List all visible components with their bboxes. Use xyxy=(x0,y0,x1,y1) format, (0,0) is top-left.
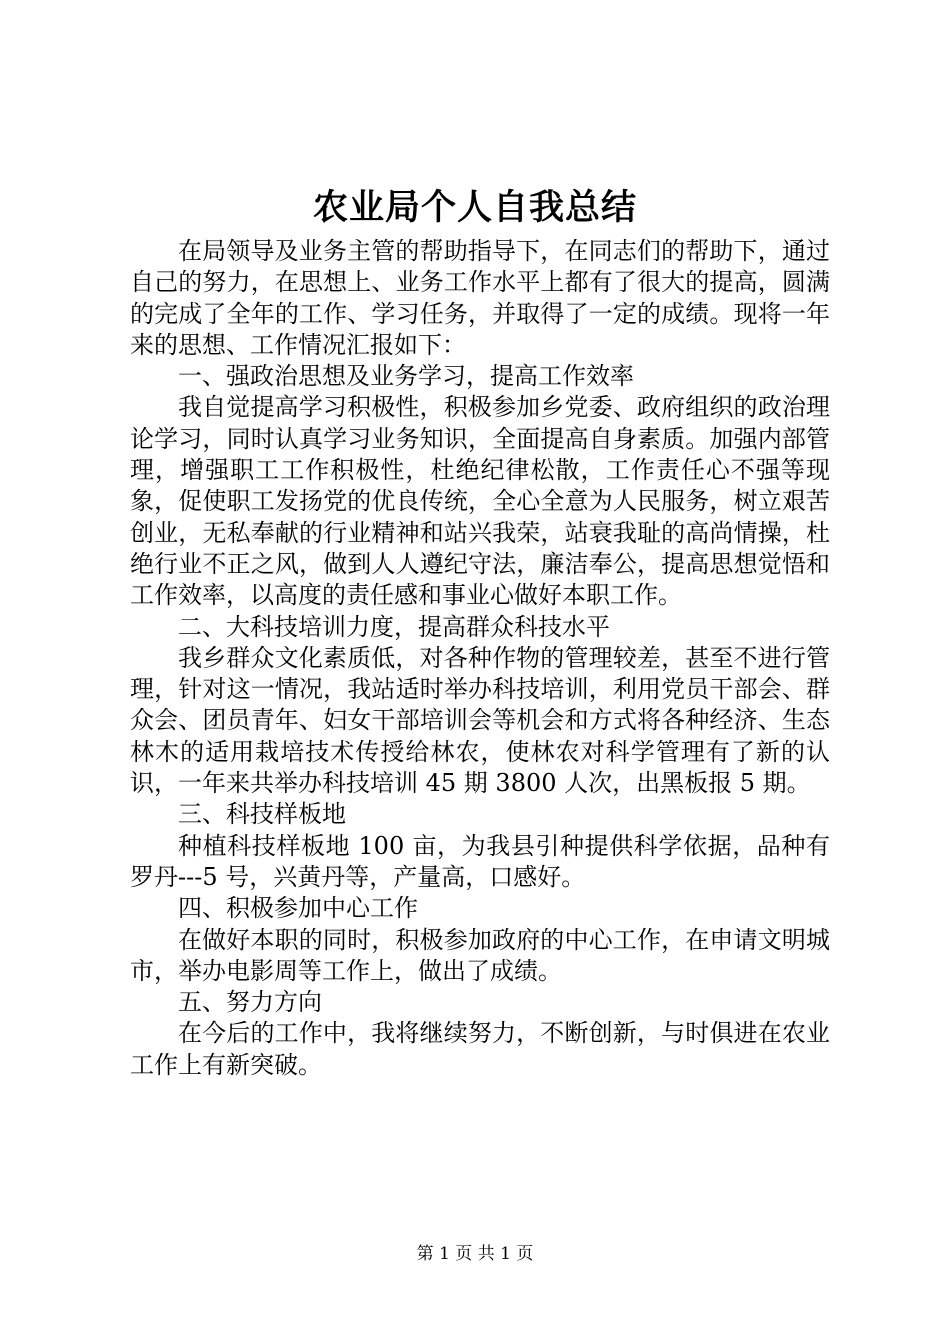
page-footer: 第 1 页 共 1 页 xyxy=(416,1244,534,1264)
document-title: 农业局个人自我总结 xyxy=(312,187,637,228)
intro-paragraph: 在局领导及业务主管的帮助指导下，在同志们的帮助下，通过自己的努力，在思想上、业务工作水平上都有了很大的提高，圆满的完成了全年的工作、学习任务，并取得了一定的成绩。现将一年来的思想、工作情况汇报如下： xyxy=(130,237,830,359)
section-heading-2: 二、大科技培训力度，提高群众科技水平 xyxy=(178,612,610,641)
section-heading-1: 一、强政治思想及业务学习，提高工作效率 xyxy=(178,362,634,391)
section-paragraph-1: 我自觉提高学习积极性，积极参加乡党委、政府组织的政治理论学习，同时认真学习业务知识，全面提高自身素质。加强内部管理，增强职工工作积极性，杜绝纪律松散，工作责任心不强等现象，促使职工发扬党的优良传统，全心全意为人民服务，树立艰苦创业，无私奉献的行业精神和站兴我荣，站衰我耻的高尚情操，杜绝行业不正之风，做到人人遵纪守法，廉洁奉公，提高思想觉悟和工作效率，以高度的责任感和事业心做好本职工作。 xyxy=(130,393,830,610)
section-paragraph-3: 种植科技样板地 100 亩，为我县引种提供科学依据，品种有罗丹---5 号，兴黄丹等，产量高，口感好。 xyxy=(130,831,830,891)
section-paragraph-2: 我乡群众文化素质低，对各种作物的管理较差，甚至不进行管理，针对这一情况，我站适时举办科技培训，利用党员干部会、群众会、团员青年、妇女干部培训会等机会和方式将各种经济、生态林木的适用栽培技术传授给林农，使林农对科学管理有了新的认识，一年来共举办科技培训 45 期 3800 人次，出黑板报 5 期。 xyxy=(130,643,830,798)
section-heading-4: 四、积极参加中心工作 xyxy=(178,894,418,923)
section-heading-3: 三、科技样板地 xyxy=(178,800,346,829)
document-body xyxy=(130,236,830,1081)
section-paragraph-5: 在今后的工作中，我将继续努力，不断创新，与时俱进在农业工作上有新突破。 xyxy=(130,1019,830,1079)
section-paragraph-4: 在做好本职的同时，积极参加政府的中心工作，在申请文明城市，举办电影周等工作上，做出了成绩。 xyxy=(130,925,830,985)
section-heading-5: 五、努力方向 xyxy=(178,988,322,1017)
